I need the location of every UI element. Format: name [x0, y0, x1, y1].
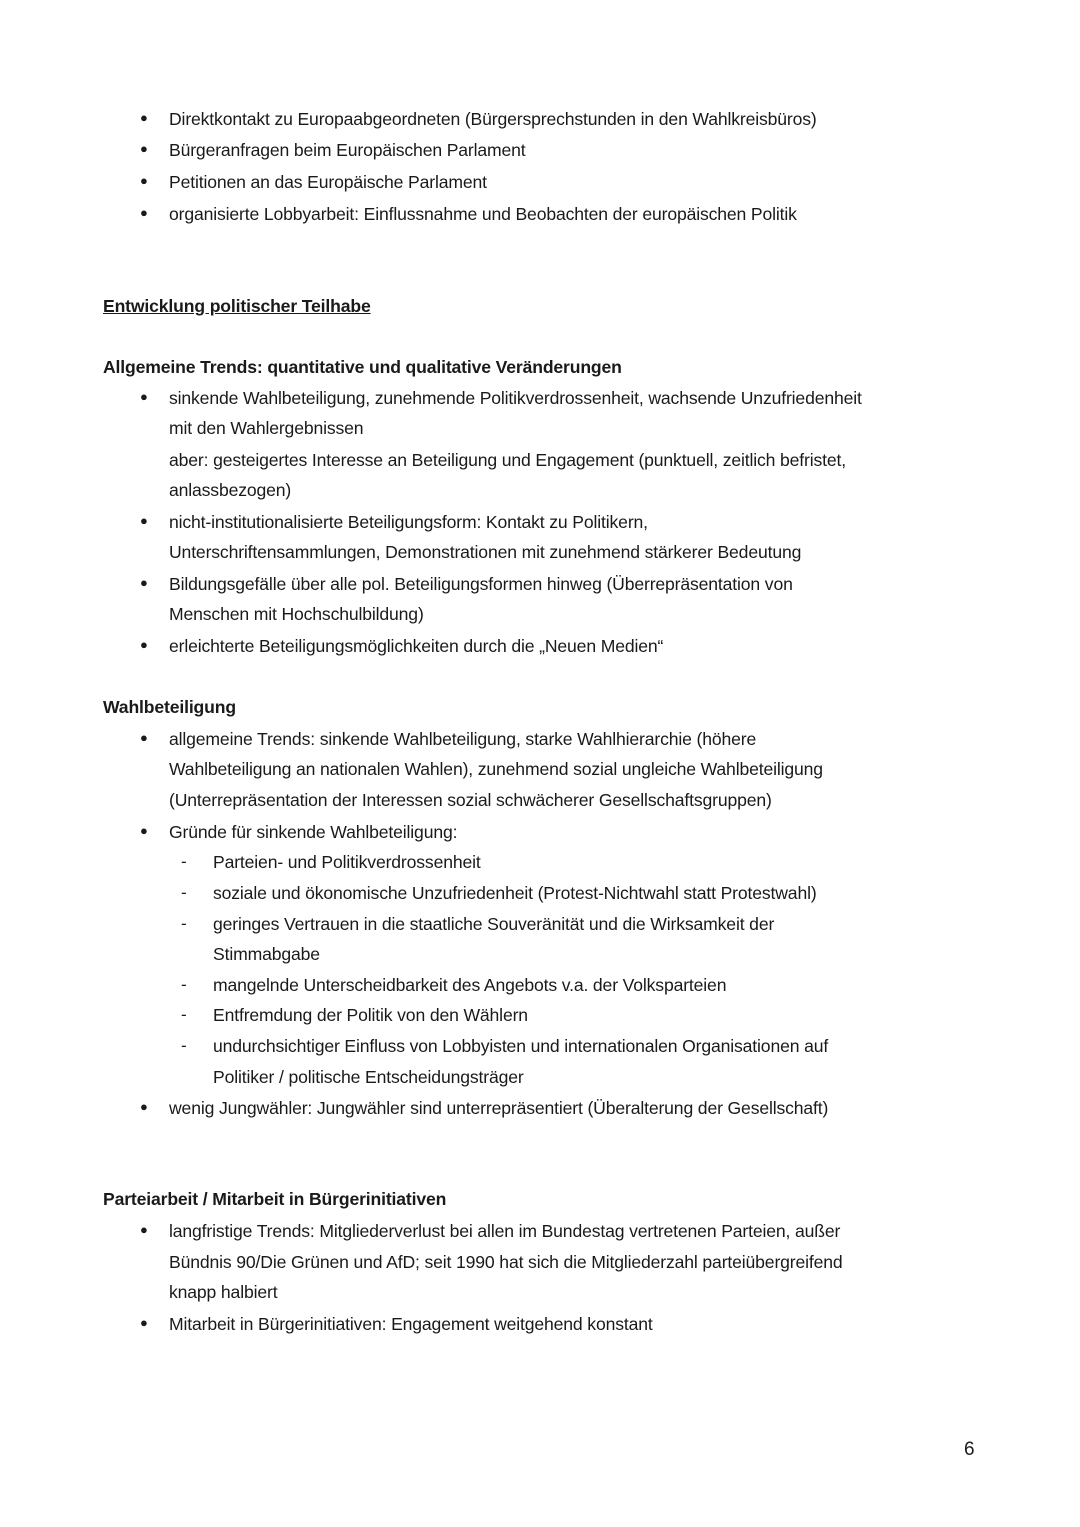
bullet-item-line: Menschen mit Hochschulbildung)	[169, 604, 424, 624]
bullet-icon: ●	[140, 575, 148, 590]
section-heading: Entwicklung politischer Teilhabe	[103, 296, 371, 316]
bullet-icon: ●	[140, 823, 148, 838]
bullet-item-line: Direktkontakt zu Europaabgeordneten (Bürgersprechstunden in den Wahlkreisbüros)	[169, 109, 817, 129]
dash-item-line: soziale und ökonomische Unzufriedenheit (Protest-Nichtwahl statt Protestwahl)	[213, 883, 817, 903]
bullet-item-line: allgemeine Trends: sinkende Wahlbeteiligung, starke Wahlhierarchie (höhere	[169, 729, 757, 749]
bullet-item-line: Bildungsgefälle über alle pol. Beteiligungsformen hinweg (Überrepräsentation von	[169, 574, 793, 594]
dash-item-line: Stimmabgabe	[213, 944, 320, 964]
bullet-item-line: knapp halbiert	[169, 1282, 278, 1302]
bullet-item-line: Bürgeranfragen beim Europäischen Parlament	[169, 140, 526, 160]
dash-item-line: undurchsichtiger Einfluss von Lobbyisten und internationalen Organisationen auf	[213, 1036, 829, 1056]
bullet-item-line: langfristige Trends: Mitgliederverlust bei allen im Bundestag vertretenen Parteien, außer	[169, 1221, 841, 1241]
bullet-item-line: Bündnis 90/Die Grünen und AfD; seit 1990 hat sich die Mitgliederzahl parteiübergreifend	[169, 1252, 843, 1272]
bullet-icon: ●	[140, 110, 148, 125]
section-heading: Allgemeine Trends: quantitative und qualitative Veränderungen	[103, 357, 622, 377]
bullet-item-line: mit den Wahlergebnissen	[169, 418, 364, 438]
bullet-item-line: erleichterte Beteiligungsmöglichkeiten durch die „Neuen Medien“	[169, 636, 664, 656]
bullet-item-line: organisierte Lobbyarbeit: Einflussnahme und Beobachten der europäischen Politik	[169, 204, 797, 224]
page-number: 6	[964, 1439, 975, 1460]
bullet-item-line: Gründe für sinkende Wahlbeteiligung:	[169, 822, 458, 842]
dash-marker: -	[181, 975, 187, 994]
bullet-item-line: wenig Jungwähler: Jungwähler sind unterrepräsentiert (Überalterung der Gesellschaft)	[169, 1098, 829, 1118]
section-heading: Wahlbeteiligung	[103, 697, 236, 717]
dash-item-line: Parteien- und Politikverdrossenheit	[213, 852, 481, 872]
bullet-icon: ●	[140, 1222, 148, 1237]
dash-item-line: Politiker / politische Entscheidungsträger	[213, 1067, 524, 1087]
bullet-item-line: Mitarbeit in Bürgerinitiativen: Engagement weitgehend konstant	[169, 1314, 653, 1334]
bullet-icon: ●	[140, 1099, 148, 1114]
bullet-icon: ●	[140, 730, 148, 745]
bullet-icon: ●	[140, 1315, 148, 1330]
bullet-icon: ●	[140, 637, 148, 652]
dash-marker: -	[181, 883, 187, 902]
dash-marker: -	[181, 914, 187, 933]
dash-marker: -	[181, 852, 187, 871]
dash-marker: -	[181, 1005, 187, 1024]
bullet-item-line: (Unterrepräsentation der Interessen sozial schwächerer Gesellschaftsgruppen)	[169, 790, 772, 810]
dash-item-line: mangelnde Unterscheidbarkeit des Angebots v.a. der Volksparteien	[213, 975, 727, 995]
dash-item-line: geringes Vertrauen in die staatliche Souveränität und die Wirksamkeit der	[213, 914, 775, 934]
dash-item-line: Entfremdung der Politik von den Wählern	[213, 1005, 528, 1025]
bullet-icon: ●	[140, 205, 148, 220]
bullet-item-line: sinkende Wahlbeteiligung, zunehmende Politikverdrossenheit, wachsende Unzufriedenheit	[169, 388, 862, 408]
bullet-icon: ●	[140, 513, 148, 528]
bullet-item-line: Unterschriftensammlungen, Demonstrationen mit zunehmend stärkerer Bedeutung	[169, 542, 802, 562]
bullet-item-line: aber: gesteigertes Interesse an Beteiligung und Engagement (punktuell, zeitlich befristet,	[169, 450, 846, 470]
bullet-icon: ●	[140, 141, 148, 156]
dash-marker: -	[181, 1036, 187, 1055]
bullet-item-line: Wahlbeteiligung an nationalen Wahlen), zunehmend sozial ungleiche Wahlbeteiligung	[169, 759, 823, 779]
bullet-icon: ●	[140, 173, 148, 188]
bullet-icon: ●	[140, 389, 148, 404]
section-heading: Parteiarbeit / Mitarbeit in Bürgerinitiativen	[103, 1189, 447, 1209]
bullet-item-line: nicht-institutionalisierte Beteiligungsform: Kontakt zu Politikern,	[169, 512, 648, 532]
bullet-item-line: anlassbezogen)	[169, 480, 292, 500]
bullet-item-line: Petitionen an das Europäische Parlament	[169, 172, 487, 192]
